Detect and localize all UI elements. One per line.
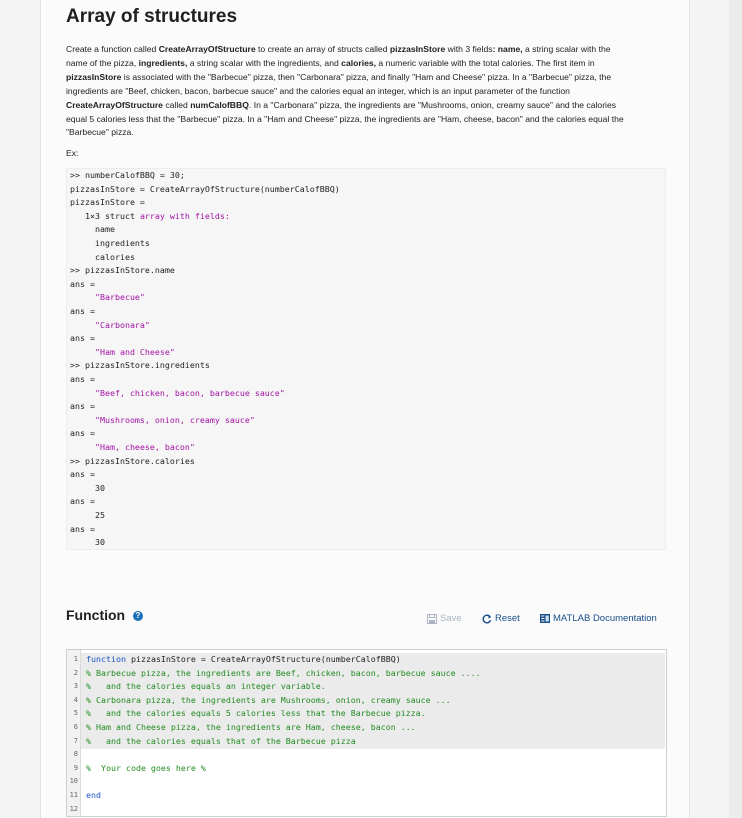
console-line: calories [70, 251, 135, 262]
console-line: ans = [70, 278, 95, 289]
console-line: >> pizzasInStore.calories [70, 455, 195, 466]
line-number: 12 [69, 804, 78, 813]
desc-text: a string scalar with the name of the pizza, [66, 44, 611, 68]
console-line: "Mushrooms, onion, creamy sauce" [70, 414, 255, 425]
code-line[interactable]: % Your code goes here % [86, 762, 206, 773]
code-line[interactable]: % Barbecue pizza, the ingredients are Beef, chicken, bacon, barbecue sauce .... [86, 667, 481, 678]
desc-field-calories: calories, [341, 57, 377, 68]
line-number: 6 [73, 723, 78, 731]
documentation-label: MATLAB Documentation [553, 613, 657, 624]
desc-text: with 3 fields [445, 44, 493, 54]
console-line: 30 [70, 482, 105, 493]
console-line: ans = [70, 523, 95, 534]
line-number: 11 [69, 791, 78, 799]
console-text: 1×3 struct [70, 210, 140, 221]
console-text: array with fields: [139, 210, 230, 221]
console-line: 25 [70, 510, 105, 520]
line-number: 4 [73, 695, 78, 704]
code-line[interactable] [86, 653, 401, 667]
console-line: >> pizzasInStore.ingredients [70, 360, 210, 371]
desc-var-name: pizzasInStore [389, 44, 446, 54]
line-number: 2 [73, 668, 78, 677]
console-line: 30 [70, 537, 105, 548]
code-line[interactable]: % Ham and Cheese pizza, the ingredients are Ham, cheese, bacon ... [86, 722, 416, 732]
console-line: ingredients [70, 238, 150, 248]
console-line: name [70, 224, 115, 235]
code-editor[interactable] [66, 649, 667, 817]
desc-function-name: CreateArrayOfStructure [158, 44, 256, 54]
code-text: pizzasInStore = CreateArrayOfStructure(numberCalofBBQ) [125, 654, 401, 664]
code-line[interactable]: % and the calories equals 5 calories less that the Barbecue pizza. [86, 708, 426, 719]
console-line: ans = [70, 469, 95, 480]
help-icon[interactable]: ? [133, 611, 143, 621]
desc-field-name: : name, [492, 44, 523, 54]
save-icon [427, 614, 437, 624]
console-line: >> pizzasInStore.name [70, 265, 175, 276]
console-line: "Ham and Cheese" [70, 346, 175, 357]
console-line: "Carbonara" [70, 319, 150, 330]
console-line: ans = [70, 306, 95, 316]
desc-text: called [162, 99, 191, 110]
reset-icon [482, 614, 492, 624]
console-line: "Beef, chicken, bacon, barbecue sauce" [70, 387, 285, 398]
desc-text: . In a "Carbonara" pizza, the ingredients are "Mushrooms, onion, creamy sauce" and the calories equal 5 calories less that the "Barbecue" pizza. In a "Ham and Cheese" pizza, the ingredients are "Ham, cheese, bacon" and the calories equal the "Barbecue" pizza. [66, 99, 624, 138]
example-console [66, 168, 666, 550]
desc-var-name: pizzasInStore [66, 71, 122, 82]
reset-label: Reset [495, 613, 520, 624]
console-line: >> numberCalofBBQ = 30; [70, 170, 185, 180]
console-line: pizzasInStore = [70, 197, 145, 208]
console-line: ans = [70, 428, 95, 439]
desc-field-ingredients: ingredients, [138, 57, 188, 68]
code-keyword: function [86, 654, 126, 664]
desc-text: a numeric variable with the total calories. The first item in [376, 57, 595, 68]
desc-param-name: numCalofBBQ [190, 99, 249, 110]
right-scroll-strip [729, 0, 742, 818]
function-section-title: Function [66, 607, 126, 623]
desc-function-name: CreateArrayOfStructure [66, 99, 163, 110]
page-title: Array of structures [66, 6, 238, 27]
reset-button[interactable] [482, 613, 520, 624]
desc-text: a string scalar with the ingredients, and [187, 57, 342, 68]
console-line: ans = [70, 374, 95, 384]
line-number: 10 [69, 777, 78, 786]
problem-page [40, 0, 690, 818]
console-line: ans = [70, 496, 95, 507]
code-line[interactable]: % and the calories equals an integer variable. [86, 681, 326, 692]
line-number: 1 [73, 655, 78, 663]
desc-text: is associated with the "Barbecue" pizza, then "Carbonara" pizza, and finally "Ham and Cheese" pizza. In a "Barbecue" pizza, the ingredients are "Beef, chicken, bacon, barbecue sauce" and the calories equal an integer, which is an input parameter of the function [66, 71, 612, 96]
code-line[interactable]: end [86, 790, 101, 800]
matlab-documentation-link[interactable] [540, 613, 657, 624]
documentation-icon [540, 614, 550, 623]
save-button[interactable] [427, 613, 462, 624]
console-line: "Ham, cheese, bacon" [70, 442, 195, 452]
console-line: ans = [70, 333, 95, 344]
example-label: Ex: [66, 148, 79, 158]
line-number: 5 [73, 709, 78, 718]
save-label: Save [440, 613, 462, 624]
code-line[interactable]: % and the calories equals that of the Barbecue pizza [86, 735, 356, 746]
desc-text: to create an array of structs called [255, 44, 390, 54]
problem-description [66, 43, 631, 140]
line-number: 7 [73, 736, 78, 745]
code-line[interactable]: % Carbonara pizza, the ingredients are Mushrooms, onion, creamy sauce ... [86, 694, 451, 705]
line-number: 8 [73, 750, 78, 759]
console-line: ans = [70, 401, 95, 412]
line-number: 9 [73, 763, 78, 772]
console-line: pizzasInStore = CreateArrayOfStructure(numberCalofBBQ) [70, 183, 340, 194]
console-line: "Barbecue" [70, 292, 145, 303]
console-line [70, 210, 230, 222]
line-number-gutter [67, 650, 81, 816]
desc-text: Create a function called [66, 44, 159, 54]
line-number: 3 [73, 682, 78, 691]
